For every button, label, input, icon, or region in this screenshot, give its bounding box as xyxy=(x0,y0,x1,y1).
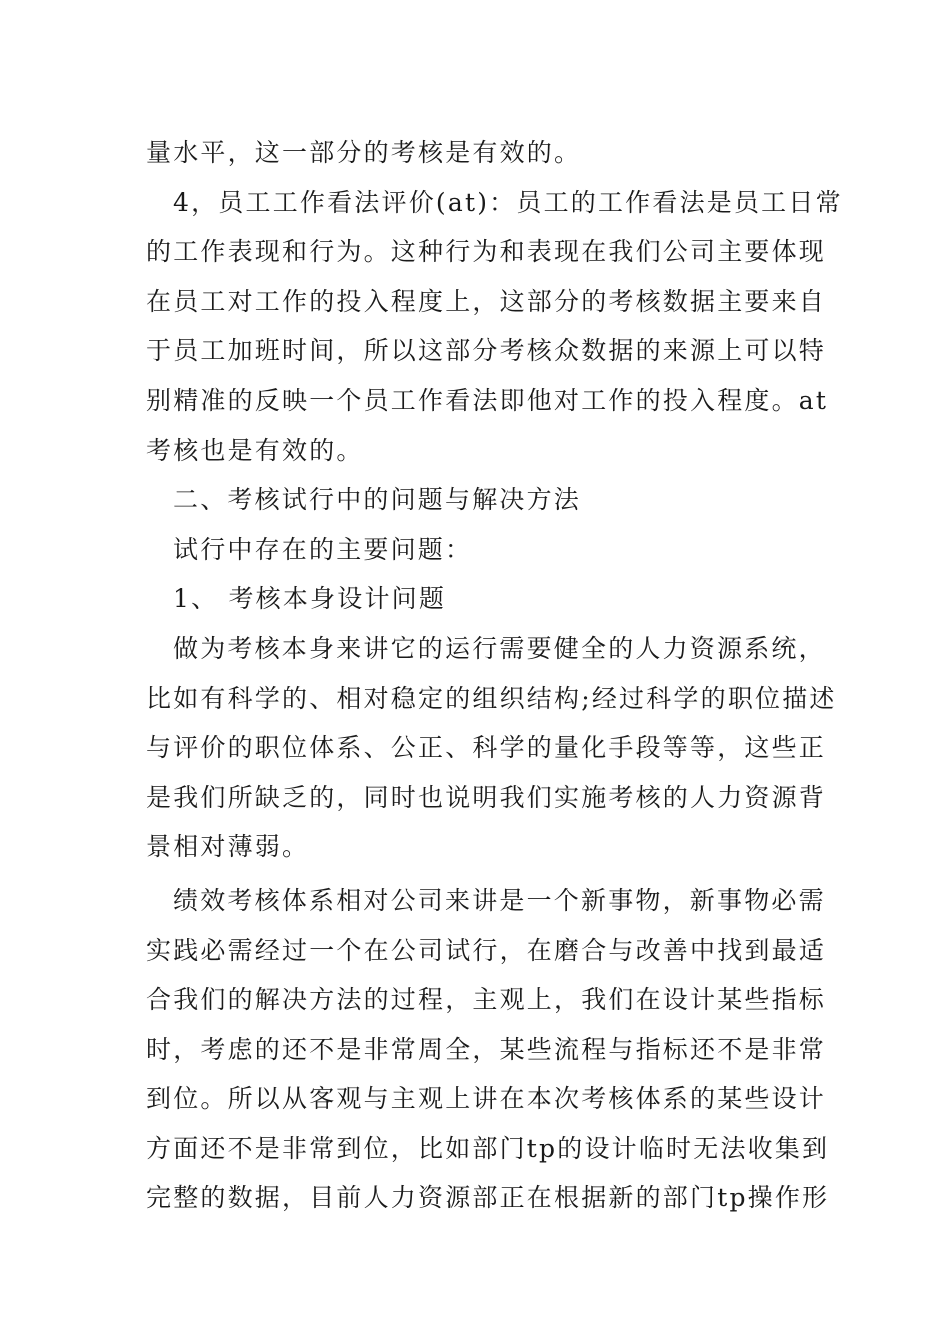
paragraph-line: 绩效考核体系相对公司来讲是一个新事物，新事物必需 xyxy=(173,885,826,915)
paragraph-line: 到位。所以从客观与主观上讲在本次考核体系的某些设计 xyxy=(146,1084,827,1114)
paragraph-line: 在员工对工作的投入程度上，这部分的考核数据主要来自 xyxy=(146,286,827,316)
paragraph-line: 景相对薄弱。 xyxy=(146,832,310,862)
paragraph-line: 做为考核本身来讲它的运行需要健全的人力资源系统， xyxy=(173,633,826,663)
paragraph-line: 是我们所缺乏的，同时也说明我们实施考核的人力资源背 xyxy=(146,782,827,812)
paragraph-line: 合我们的解决方法的过程，主观上，我们在设计某些指标 xyxy=(146,985,827,1015)
paragraph-line: 的工作表现和行为。这种行为和表现在我们公司主要体现 xyxy=(146,237,827,267)
paragraph-line: 量水平，这一部分的考核是有效的。 xyxy=(146,138,582,167)
paragraph-line: 4，员工工作看法评价(at)：员工的工作看法是员工日常 xyxy=(173,187,843,217)
paragraph-line: 时，考虑的还不是非常周全，某些流程与指标还不是非常 xyxy=(146,1034,827,1064)
section-heading: 二、考核试行中的问题与解决方法 xyxy=(173,485,582,515)
paragraph-line: 比如有科学的、相对稳定的组织结构;经过科学的职位描述 xyxy=(146,683,837,713)
numbered-heading: 1、 考核本身设计问题 xyxy=(173,584,447,614)
paragraph-line: 方面还不是非常到位，比如部门tp的设计临时无法收集到 xyxy=(146,1133,830,1163)
subheading: 试行中存在的主要问题： xyxy=(173,534,473,564)
paragraph-line: 于员工加班时间，所以这部分考核众数据的来源上可以特 xyxy=(146,336,827,366)
document-body xyxy=(146,128,843,1223)
paragraph-line: 完整的数据，目前人力资源部正在根据新的部门tp操作形 xyxy=(146,1183,830,1213)
paragraph-line: 别精准的反映一个员工作看法即他对工作的投入程度。at xyxy=(146,385,829,415)
paragraph-line: 与评价的职位体系、公正、科学的量化手段等等，这些正 xyxy=(146,733,827,763)
paragraph-line: 实践必需经过一个在公司试行，在磨合与改善中找到最适 xyxy=(146,935,827,965)
paragraph-line: 考核也是有效的。 xyxy=(146,435,364,465)
